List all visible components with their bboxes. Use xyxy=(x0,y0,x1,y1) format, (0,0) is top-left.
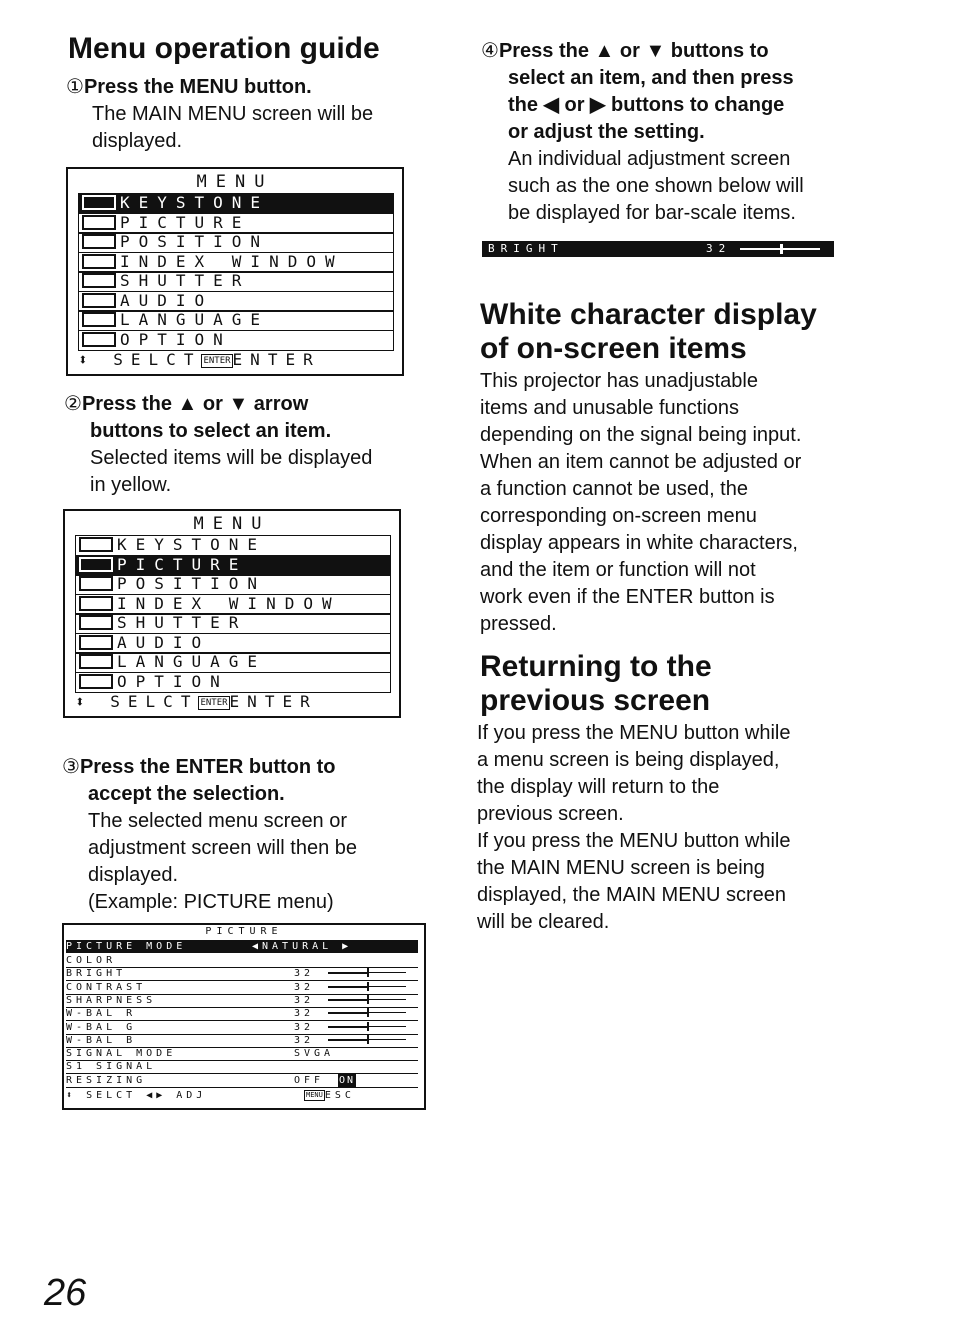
menu-item-label: OPTION xyxy=(120,329,232,349)
picture-menu-row[interactable] xyxy=(66,954,418,968)
body-line: corresponding on-screen menu xyxy=(480,505,757,527)
picture-row-label: S1 SIGNAL xyxy=(66,1061,157,1073)
menu-item-label: AUDIO xyxy=(120,290,214,310)
picture-menu-row[interactable] xyxy=(66,1047,418,1061)
menu-item[interactable] xyxy=(75,613,391,634)
step3-number: ③ xyxy=(62,756,80,778)
menu-item[interactable] xyxy=(78,193,394,214)
step3-heading-line: accept the selection. xyxy=(88,783,285,805)
body-line: previous screen. xyxy=(477,803,624,825)
body-line: work even if the ENTER button is xyxy=(480,586,775,608)
picture-row-value: OFF xyxy=(294,1074,325,1086)
page-number: 26 xyxy=(44,1272,87,1314)
level-bar-knob xyxy=(367,1022,369,1031)
section-title-returning xyxy=(480,650,712,718)
picture-menu-footer xyxy=(66,1089,418,1102)
menu-title: MENU xyxy=(193,514,271,534)
footer-enter-label: ENTER xyxy=(232,350,321,369)
level-bar-fill xyxy=(328,999,367,1001)
step1-body-line: displayed. xyxy=(92,130,183,152)
audio-icon xyxy=(82,293,116,308)
body-line: If you press the MENU button while xyxy=(477,830,791,852)
menu-item-label: POSITION xyxy=(120,232,270,251)
shutter-icon xyxy=(79,615,113,630)
picture-icon xyxy=(82,215,116,230)
index-window-icon xyxy=(82,254,116,269)
picture-row-label: BRIGHT xyxy=(66,968,127,980)
enter-key-icon: ENTER xyxy=(203,355,231,366)
menu-item-label: POSITION xyxy=(117,574,267,593)
keystone-icon xyxy=(82,195,116,210)
menu-footer xyxy=(78,350,394,369)
position-icon xyxy=(79,576,113,591)
picture-menu-row[interactable] xyxy=(66,1074,418,1088)
body-line: will be cleared. xyxy=(477,911,610,933)
body-line: and the item or function will not xyxy=(480,559,756,581)
picture-menu-row[interactable] xyxy=(66,1007,418,1021)
level-bar xyxy=(328,986,406,990)
step3-body-line: adjustment screen will then be xyxy=(88,837,358,859)
picture-row-label: SIGNAL MODE xyxy=(66,1048,177,1060)
level-bar xyxy=(328,999,406,1003)
shutter-icon xyxy=(82,273,116,288)
step4-title xyxy=(481,38,794,146)
picture-menu-row[interactable] xyxy=(66,967,418,981)
level-bar-fill xyxy=(328,1026,367,1028)
menu-item[interactable] xyxy=(75,535,391,556)
picture-row-value: 32 xyxy=(294,1008,315,1020)
step4-heading-line: the ◀ or ▶ buttons to change xyxy=(508,94,785,116)
updown-icon: ⬍ xyxy=(66,1090,77,1101)
menu-item-label: INDEX WINDOW xyxy=(120,251,344,271)
menu-title: MENU xyxy=(196,172,274,192)
menu-item[interactable] xyxy=(78,310,394,331)
footer-esc xyxy=(304,1089,355,1102)
menu-item-label: SHUTTER xyxy=(120,271,251,290)
updown-icon: ⬍ xyxy=(75,692,93,711)
body-line: This projector has unadjustable xyxy=(480,370,758,392)
resizing-on-option[interactable]: ON xyxy=(339,1074,356,1086)
picture-menu-row[interactable] xyxy=(66,1060,418,1074)
footer-select-label: SELCT xyxy=(86,1090,137,1101)
picture-row-label: W-BAL B xyxy=(66,1034,137,1046)
level-bar-knob xyxy=(367,1008,369,1017)
menu-key-icon: MENU xyxy=(306,1090,323,1099)
picture-row-label: COLOR xyxy=(66,955,117,966)
menu-item[interactable] xyxy=(78,330,394,351)
picture-mode-value: ◀NATURAL ▶ xyxy=(252,941,353,952)
body-line: items and unusable functions xyxy=(480,397,740,419)
step1-body xyxy=(92,101,373,155)
picture-menu-row[interactable] xyxy=(66,981,418,995)
index-window-icon xyxy=(79,596,113,611)
step3-heading-line: Press the ENTER button to xyxy=(79,756,336,778)
bright-slider xyxy=(740,248,820,250)
section1-heading-line: of on-screen items xyxy=(480,332,747,365)
menu-item-label: LANGUAGE xyxy=(117,652,267,671)
picture-row-value: 32 xyxy=(294,968,315,980)
picture-menu-title: PICTURE xyxy=(205,926,283,937)
audio-icon xyxy=(79,635,113,650)
level-bar-fill xyxy=(328,986,367,988)
menu-item[interactable] xyxy=(75,594,391,615)
menu-item-label: SHUTTER xyxy=(117,613,248,632)
body-line: displayed, the MAIN MENU screen xyxy=(477,884,787,906)
body-line: a menu screen is being displayed, xyxy=(477,749,780,771)
picture-row-value: 32 xyxy=(294,981,315,993)
step3-body-line: displayed. xyxy=(88,864,179,886)
step4-number: ④ xyxy=(481,40,499,62)
level-bar-knob xyxy=(367,982,369,991)
step2-heading-line: buttons to select an item. xyxy=(90,420,332,442)
step2-body xyxy=(90,445,372,499)
step4-body-line: be displayed for bar-scale items. xyxy=(508,202,796,224)
step2-number: ② xyxy=(64,393,82,415)
bright-slider-knob xyxy=(780,244,783,254)
menu-item[interactable] xyxy=(75,652,391,673)
footer-adjust-label: ◀▶ ADJ xyxy=(146,1090,207,1101)
picture-menu-row[interactable] xyxy=(66,1021,418,1035)
picture-row-value: 32 xyxy=(294,1021,315,1033)
body-line: depending on the signal being input. xyxy=(480,424,802,446)
body-line: the MAIN MENU screen is being xyxy=(477,857,765,879)
menu-item-label: INDEX WINDOW xyxy=(117,593,341,613)
menu-item[interactable] xyxy=(75,633,391,654)
level-bar-fill xyxy=(328,1039,367,1041)
level-bar xyxy=(328,1039,406,1043)
body-line: the display will return to the xyxy=(477,776,720,798)
step3-body-line: The selected menu screen or xyxy=(88,810,348,832)
level-bar-knob xyxy=(367,968,369,977)
step1-title xyxy=(66,74,312,101)
menu-item-label: AUDIO xyxy=(117,632,211,652)
enter-key-icon: ENTER xyxy=(200,697,228,708)
picture-mode-row xyxy=(66,940,418,953)
section2-heading-line: previous screen xyxy=(480,684,711,717)
menu-item-label: OPTION xyxy=(117,671,229,691)
picture-row-label: SHARPNESS xyxy=(66,994,157,1006)
menu-item[interactable] xyxy=(78,213,394,234)
main-menu-screen-2 xyxy=(63,509,401,718)
option-icon xyxy=(79,674,113,689)
position-icon xyxy=(82,234,116,249)
step3-body-line: (Example: PICTURE menu) xyxy=(88,891,334,913)
updown-icon: ⬍ xyxy=(78,350,96,369)
option-icon xyxy=(82,332,116,347)
picture-row-value: 32 xyxy=(294,1034,315,1046)
footer-esc-label: ESC xyxy=(324,1090,355,1101)
menu-item-label: PICTURE xyxy=(120,212,251,232)
picture-menu-screen xyxy=(62,923,426,1110)
level-bar xyxy=(328,972,406,976)
menu-footer xyxy=(75,692,391,711)
step1-number: ① xyxy=(66,76,84,98)
level-bar xyxy=(328,1026,406,1030)
footer-select-label: SELCT xyxy=(110,692,199,711)
menu-item[interactable] xyxy=(78,252,394,273)
menu-item[interactable] xyxy=(78,291,394,312)
body-line: a function cannot be used, the xyxy=(480,478,748,500)
picture-row-label: RESIZING xyxy=(66,1074,147,1086)
step4-body xyxy=(508,146,804,227)
bright-adjust-bar xyxy=(482,241,834,257)
level-bar-fill xyxy=(328,972,367,974)
language-icon xyxy=(82,312,116,327)
step1-heading: Press the MENU button. xyxy=(83,76,312,98)
step2-title xyxy=(64,391,331,445)
footer-select-label: SELCT xyxy=(113,350,202,369)
menu-item-label: KEYSTONE xyxy=(117,535,267,554)
menu-item[interactable] xyxy=(75,574,391,595)
section2-body xyxy=(477,720,790,936)
menu-item[interactable] xyxy=(75,555,391,576)
level-bar-knob xyxy=(367,1035,369,1044)
level-bar-knob xyxy=(367,995,369,1004)
picture-mode-label: PICTURE MODE xyxy=(66,941,187,952)
step4-body-line: An individual adjustment screen xyxy=(508,148,791,170)
body-line: display appears in white characters, xyxy=(480,532,798,554)
picture-row-value: SVGA xyxy=(294,1048,335,1060)
menu-item[interactable] xyxy=(78,271,394,292)
body-line: When an item cannot be adjusted or xyxy=(480,451,802,473)
bright-value: 32 xyxy=(706,242,732,255)
section1-heading-line: White character display xyxy=(480,298,817,331)
step3-title xyxy=(62,754,336,808)
picture-row-value: 32 xyxy=(294,994,315,1006)
picture-row-label: W-BAL G xyxy=(66,1021,137,1033)
step4-heading-line: select an item, and then press xyxy=(508,67,794,89)
menu-item-label: KEYSTONE xyxy=(120,193,270,212)
picture-menu-row[interactable] xyxy=(66,994,418,1008)
body-line: If you press the MENU button while xyxy=(477,722,791,744)
step2-body-line: Selected items will be displayed xyxy=(90,447,373,469)
level-bar xyxy=(328,1012,406,1016)
bright-label: BRIGHT xyxy=(488,242,564,255)
step2-body-line: in yellow. xyxy=(90,474,172,496)
menu-item-label: LANGUAGE xyxy=(120,310,270,329)
picture-row-label: W-BAL R xyxy=(66,1008,137,1020)
section-title-white-character xyxy=(480,298,817,366)
step1-body-line: The MAIN MENU screen will be xyxy=(92,103,374,125)
level-bar-fill xyxy=(328,1012,367,1014)
section2-heading-line: Returning to the xyxy=(480,650,712,683)
step4-body-line: such as the one shown below will xyxy=(508,175,804,197)
picture-icon xyxy=(79,557,113,572)
section-title-menu-guide: Menu operation guide xyxy=(68,32,380,65)
picture-row-label: CONTRAST xyxy=(66,981,147,993)
step4-heading-line: or adjust the setting. xyxy=(508,121,705,143)
keystone-icon xyxy=(79,537,113,552)
body-line: pressed. xyxy=(480,613,557,635)
language-icon xyxy=(79,654,113,669)
menu-item[interactable] xyxy=(78,232,394,253)
step2-heading-line: Press the ▲ or ▼ arrow xyxy=(81,393,309,415)
step4-heading-line: Press the ▲ or ▼ buttons to xyxy=(498,40,769,62)
picture-menu-row[interactable] xyxy=(66,1034,418,1048)
menu-item-label: PICTURE xyxy=(117,554,248,574)
main-menu-screen-1 xyxy=(66,167,404,376)
menu-item[interactable] xyxy=(75,672,391,693)
step3-body xyxy=(88,808,357,916)
section1-body xyxy=(480,368,801,638)
footer-enter-label: ENTER xyxy=(229,692,318,711)
